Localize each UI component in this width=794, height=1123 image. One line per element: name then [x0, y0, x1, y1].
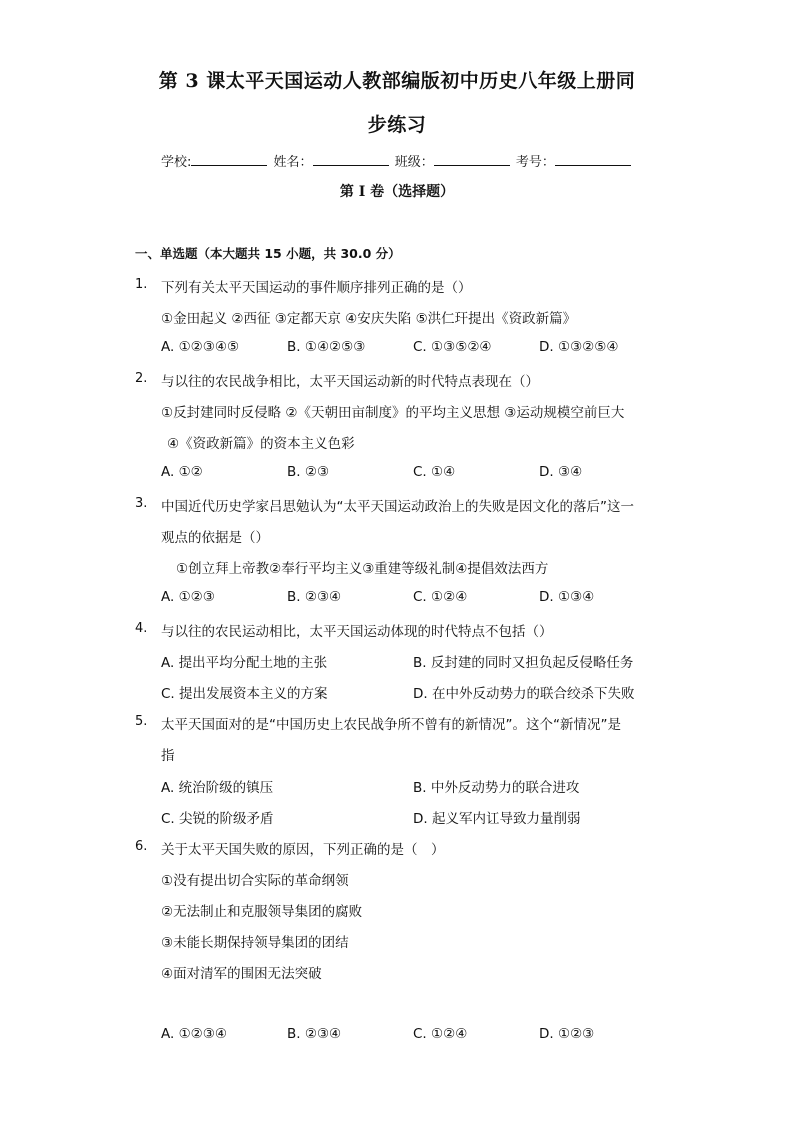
question-stem: 下列有关太平天国运动的事件顺序排列正确的是（）: [161, 280, 472, 296]
option-c: C. ①③⑤②④: [413, 339, 492, 355]
question-line: ④面对清军的围困无法突破: [161, 966, 322, 982]
question-number: 6.: [135, 839, 148, 854]
question-line: ①反封建同时反侵略 ②《天朝田亩制度》的平均主义思想 ③运动规模空前巨大: [161, 405, 625, 421]
part-title: 一、单选题（本大题共 15 小题，共 30.0 分）: [135, 246, 401, 261]
option-c: C. ①④: [413, 464, 456, 480]
option-b: B. 中外反动势力的联合进攻: [413, 780, 580, 796]
name-label: 姓名：: [273, 155, 313, 170]
option-c: C. 提出发展资本主义的方案: [161, 686, 328, 702]
question-stem: 与以往的农民战争相比，太平天国运动新的时代特点表现在（）: [161, 374, 539, 390]
option-d: D. ①③②⑤④: [539, 339, 619, 355]
option-b: B. ②③④: [287, 1026, 342, 1042]
option-a: A. ①②③: [161, 589, 215, 605]
id-blank: [555, 152, 631, 166]
question-line: ③未能长期保持领导集团的团结: [161, 935, 349, 951]
question-stem: 太平天国面对的是“中国历史上农民战争所不曾有的新情况”。这个“新情况”是: [161, 717, 621, 733]
question-line: 观点的依据是（）: [161, 530, 269, 546]
option-a: A. ①②③④⑤: [161, 339, 240, 355]
option-a: A. ①②③④: [161, 1026, 227, 1042]
option-a: A. 提出平均分配土地的主张: [161, 655, 328, 671]
id-label: 考号：: [515, 155, 555, 170]
document-title-line-1: 第 3 课太平天国运动人教部编版初中历史八年级上册同: [158, 70, 636, 92]
option-d: D. 在中外反动势力的联合绞杀下失败: [413, 686, 635, 702]
option-d: D. 起义军内讧导致力量削弱: [413, 811, 581, 827]
option-d: D. ①②③: [539, 1026, 595, 1042]
class-label: 班级：: [394, 155, 434, 170]
option-d: D. ③④: [539, 464, 583, 480]
section-title: 第 I 卷（选择题）: [339, 184, 455, 200]
question-number: 1.: [135, 277, 148, 292]
question-number: 3.: [135, 496, 148, 511]
option-b: B. ①④②⑤③: [287, 339, 366, 355]
question-number: 2.: [135, 371, 148, 386]
question-line: ①创立拜上帝教②奉行平均主义③重建等级礼制④提倡效法西方: [176, 561, 549, 577]
question-number: 5.: [135, 714, 148, 729]
question-line: ④《资政新篇》的资本主义色彩: [167, 436, 355, 452]
option-a: A. ①②: [161, 464, 203, 480]
option-b: B. ②③: [287, 464, 330, 480]
question-number: 4.: [135, 621, 148, 636]
option-c: C. ①②④: [413, 1026, 468, 1042]
question-line: ①金田起义 ②西征 ③定都天京 ④安庆失陷 ⑤洪仁玕提出《资政新篇》: [161, 311, 577, 327]
question-stem: 中国近代历史学家吕思勉认为“太平天国运动政治上的失败是因文化的落后”这一: [161, 499, 634, 515]
option-b: B. ②③④: [287, 589, 342, 605]
question-line: ①没有提出切合实际的革命纲领: [161, 873, 349, 889]
question-line: ②无法制止和克服领导集团的腐败: [161, 904, 363, 920]
option-c: C. 尖锐的阶级矛盾: [161, 811, 274, 827]
option-d: D. ①③④: [539, 589, 595, 605]
option-b: B. 反封建的同时又担负起反侵略任务: [413, 655, 634, 671]
question-line: 指: [161, 748, 175, 764]
document-title-line-2: 步练习: [367, 114, 427, 136]
student-info-row: [161, 151, 633, 170]
option-c: C. ①②④: [413, 589, 468, 605]
name-blank: [313, 152, 389, 166]
question-stem: 关于太平天国失败的原因，下列正确的是（ ）: [161, 842, 445, 858]
class-blank: [434, 152, 510, 166]
school-label: 学校:: [161, 155, 192, 170]
school-blank: [191, 152, 267, 166]
question-stem: 与以往的农民运动相比，太平天国运动体现的时代特点不包括（）: [161, 624, 553, 640]
option-a: A. 统治阶级的镇压: [161, 780, 274, 796]
